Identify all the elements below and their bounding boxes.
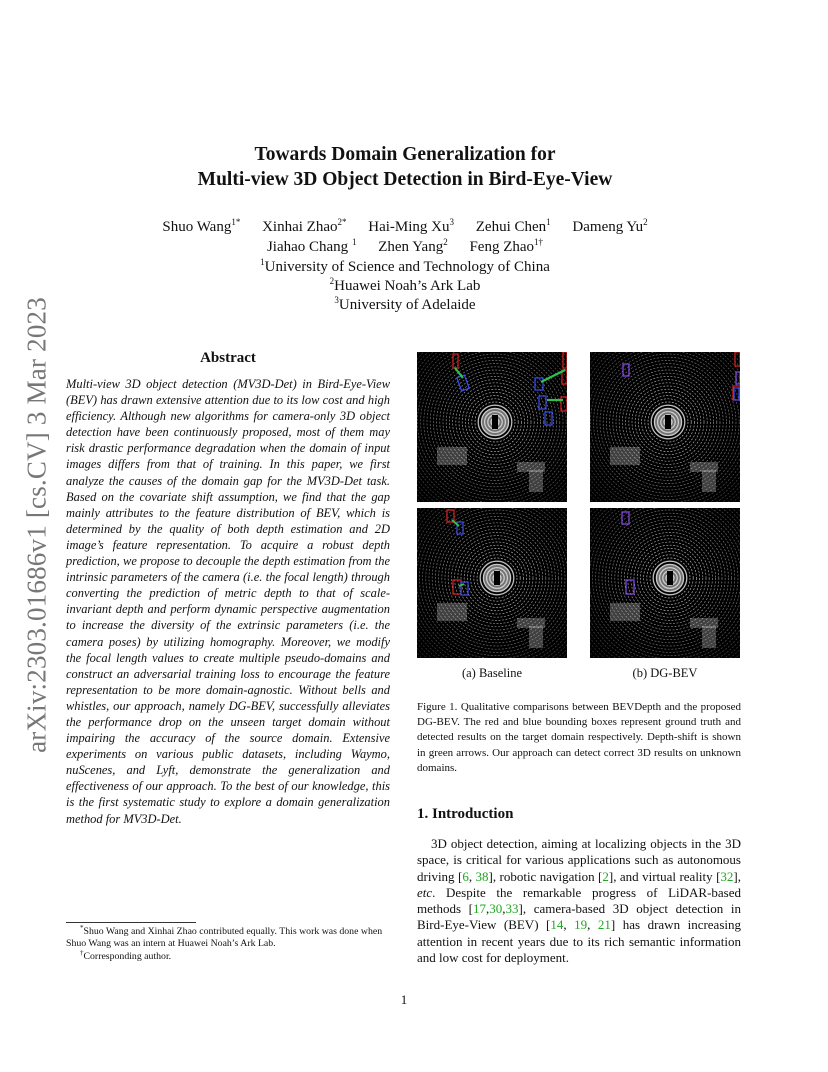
citation-link[interactable]: 6 (462, 868, 469, 884)
lidar-bev-image (417, 508, 567, 658)
page-number: 1 (400, 992, 408, 1007)
citation-link[interactable]: 14 (550, 917, 564, 933)
figure-panel-baseline-bottom (417, 508, 567, 658)
detection-box (539, 396, 546, 409)
footnote-divider (66, 922, 196, 923)
affiliation: $^3$University of Adelaide (334, 295, 476, 313)
author-row-2 (100, 238, 710, 257)
author: Dameng Yu$^2$ (572, 217, 648, 235)
figure-caption: Figure 1. Qualitative comparisons between BEVDepth and the proposed DG-BEV. The red and blue bounding boxes represent ground truth and detected results on the target domain respectively. Depth-shift is shown in green arrows. Our approach can detect correct 3D results on unknown domains. (417, 701, 741, 774)
arxiv-stamp (17, 290, 57, 760)
lidar-bev-image (590, 352, 740, 502)
footnote: *Shuo Wang and Xinhai Zhao contributed equally. This work was done when Shuo Wang was an intern at Huawei Noah’s Ark Lab. (66, 924, 383, 950)
author: Hai-Ming Xu$^3$ (368, 217, 454, 235)
title-line-1: Towards Domain Generalization for (254, 144, 556, 165)
footnote: †Corresponding author. (80, 948, 172, 962)
citation-link[interactable]: 32 (720, 868, 734, 884)
depth-shift-arrow (459, 584, 464, 586)
paragraph: 3D object detection, aiming at localizing objects in the 3D space, is critical for various applications such as autonomous driving [6, 38], robotic navigation [2], and virtual reality [32], etc. Despite the remarkable progress of LiDAR-based methods [17,30,33], camera-based 3D object detection in Bird-Eye-View (BEV) [14, 19, 21] has drawn increasing attention in recent years due to its rich semantic information and low cost for deployment. (417, 836, 742, 966)
depth-shift-arrow (452, 520, 459, 526)
citation-link[interactable]: 38 (475, 868, 489, 884)
citation-link[interactable]: 19 (574, 917, 588, 933)
citation-link[interactable]: 33 (505, 901, 519, 917)
figure-panel-dgbev-bottom (590, 508, 740, 658)
citation-link[interactable]: 17 (473, 901, 486, 917)
citation-link[interactable]: 21 (597, 917, 611, 933)
author: Xinhai Zhao$^{2*}$ (262, 217, 347, 235)
title-line-2: Multi-view 3D Object Detection in Bird-Eye-View (197, 169, 613, 190)
section-heading-introduction: 1. Introduction (417, 806, 514, 822)
author-row-1 (100, 218, 710, 237)
introduction-text (417, 836, 741, 966)
author: Feng Zhao$^{1\dagger}$ (469, 237, 544, 255)
lidar-bev-image (417, 352, 567, 502)
ground-truth-box (453, 354, 458, 368)
subcaption-baseline: (a) Baseline (461, 666, 523, 680)
abstract-text: Multi-view 3D object detection (MV3D-Det) in Bird-Eye-View (BEV) has drawn extensive attention due to its low cost and high efficiency. Although new algorithms for camera-only 3D object detection have been continuously proposed, most of them may risk drastic performance degradation when the domain of input images differs from that of training. In this paper, we first analyze the causes of the domain gap for the MV3D-Det task. Based on the covariate shift assumption, we find that the gap mainly attributes to the feature distribution of BEV, which is determined by the quality of both depth estimation and 2D image’s feature representation. To acquire a robust depth prediction, we propose to decouple the depth estimation from the intrinsic parameters of the camera (i.e. the focal length) through converting the prediction of metric depth to that of scale-invariant depth and perform dynamic perspective augmentation to increase the diversity of the extrinsic parameters (i.e. the camera poses) by utilizing homography. Moreover, we modify the focal length values to create multiple pseudo-domains and construct an adversarial training loss to encourage the feature representation to be more domain-agnostic. Without bells and whistles, our approach, namely DG-BEV, successfully alleviates the performance drop on the unseen target domain without impairing the accuracy of the source domain. Extensive experiments on various public datasets, including Waymo, nuScenes, and Lyft, demonstrate the generalization and effectiveness of our approach. To the best of our knowledge, this is the first systematic study to explore a domain generalization method for MV3D-Det. (66, 377, 390, 826)
detection-box (626, 580, 634, 594)
citation-link[interactable]: 2 (602, 868, 609, 884)
figure-panel-baseline-top (417, 352, 567, 502)
subcaption-dgbev: (b) DG-BEV (632, 666, 698, 680)
author: Shuo Wang$^{1*}$ (162, 217, 241, 235)
lidar-bev-image (590, 508, 740, 658)
detection-box (535, 378, 543, 390)
paper-title (100, 142, 710, 192)
affiliation: $^1$University of Science and Technology of China (260, 257, 550, 275)
detection-box (736, 372, 740, 384)
author: Zhen Yang$^2$ (378, 237, 448, 255)
affiliation: $^2$Huawei Noah’s Ark Lab (329, 276, 481, 294)
figure-panel-dgbev-top (590, 352, 740, 502)
ground-truth-box (453, 580, 461, 594)
footnotes (66, 926, 390, 963)
author: Zehui Chen$^1$ (475, 217, 551, 235)
author: Jiahao Chang $^1$ (266, 237, 357, 255)
citation-link[interactable]: 30 (489, 901, 503, 917)
detection-box (545, 412, 552, 425)
arxiv-stamp-text: arXiv:2303.01686v1 [cs.CV] 3 Mar 2023 (21, 297, 52, 753)
abstract-heading: Abstract (200, 350, 256, 366)
